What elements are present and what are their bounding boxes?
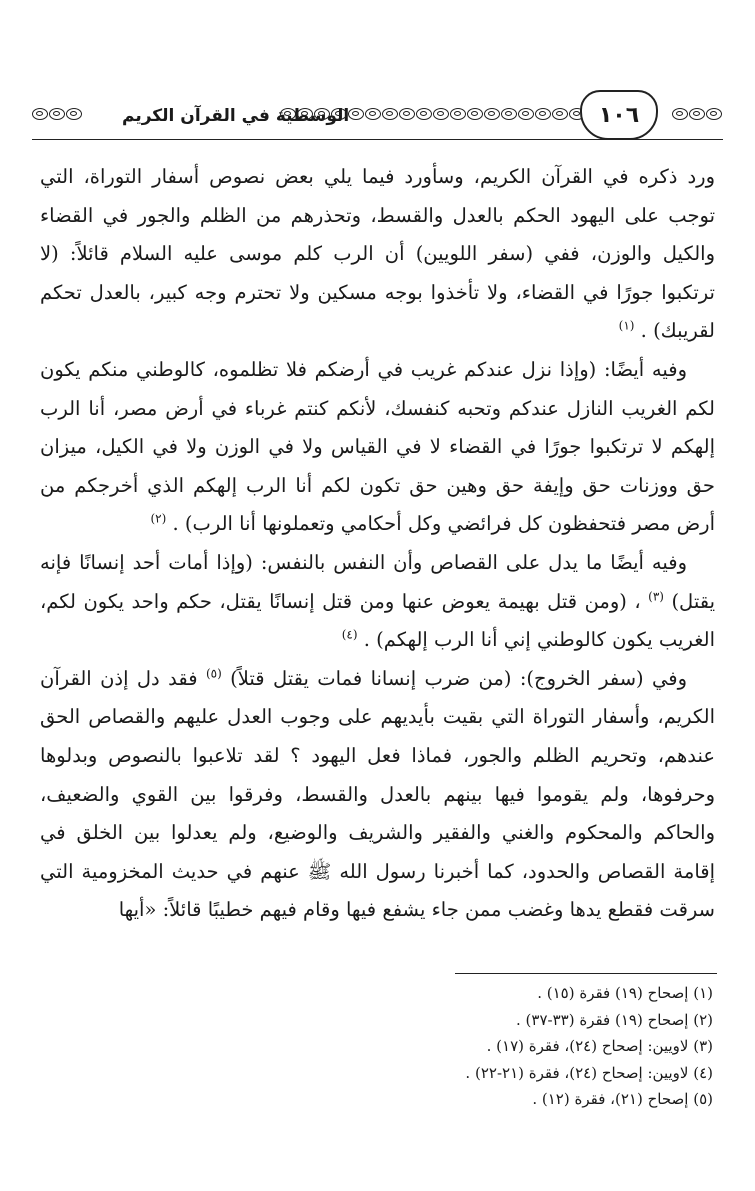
paragraph [40, 158, 715, 351]
page-header [32, 90, 723, 150]
footnote-separator [455, 973, 717, 974]
paragraph-text: ، (ومن قتل بهيمة يعوض عنها ومن قتل إنسانًا يقتل، حكم واحد يكون لكم، الغريب يكون كالوطني إني أنا الرب إلهكم) . [40, 589, 715, 652]
footnote-ref: (١) [618, 318, 635, 333]
paragraph [40, 544, 715, 660]
paragraph-text: وفيه أيضًا ما يدل على القصاص وأن النفس بالنفس: (وإذا أمات أحد إنسانًا فإنه يقتل) [40, 550, 716, 613]
paragraph-text: وفيه أيضًا: (وإذا نزل عندكم غريب في أرضكم فلا تظلموه، كالوطني منكم يكون لكم الغريب النازل عندكم وتحبه كنفسك، لأنكم كنتم غرباء في أرض مصر، أنا الرب إلهكم لا ترتكبوا جورًا في القضاء لا في القياس ولا في الوزن ولا في الكيل، ميزان حق ووزنات حق وإيفة حق وهين حق تكون لكم أنا الرب إلهكم الذي أخرجكم من أرض مصر فتحفظون كل فرائضي وكل أحكامي وتعملونها أنا الرب) . [40, 357, 715, 536]
footnote-ref: (٥) [205, 666, 222, 681]
main-text [40, 158, 715, 930]
footnote: (١) إصحاح (١٩) فقرة (١٥) . [537, 984, 713, 1002]
footnote: (٢) إصحاح (١٩) فقرة (٣٣-٣٧) . [516, 1010, 713, 1029]
paragraph-text: ورد ذكره في القرآن الكريم، وسأورد فيما يلي بعض نصوص أسفار التوراة، التي توجب على اليهود الحكم بالعدل والقسط، وتحذرهم من الظلم والجور في القضاء والكيل والوزن، ففي (سفر اللويين) أن الرب كلم موسى عليه السلام قائلاً: (لا ترتكبوا جورًا في القضاء، ولا تأخذوا بوجه مسكين ولا تحترم وجه كبير، بالعدل تحكم لقريبك) . [40, 165, 715, 343]
paragraph-text: وفي (سفر الخروج): (من ضرب إنسانا فمات يقتل قتلاً) [230, 666, 688, 690]
ornament-icon [32, 108, 82, 122]
paragraph [40, 351, 715, 544]
footnote-ref: (٢) [150, 511, 167, 526]
footnote-ref: (٤) [341, 627, 358, 642]
page-number: ١٠٦ [580, 90, 658, 140]
ornament-icon [672, 108, 722, 122]
ornament-icon [280, 108, 602, 122]
book-title: الوسطية في القرآن الكريم [122, 106, 350, 126]
footnote: (٥) إصحاح (٢١)، فقرة (١٢) . [532, 1090, 713, 1108]
footnote-ref: (٣) [648, 589, 664, 604]
paragraph-text: فقد دل إذن القرآن الكريم، وأسفار التوراة التي بقيت بأيديهم على وجوب العدل عليهم والقصاص الحق عندهم، وتحريم الظلم والجور، فماذا فعل اليهود ؟ لقد تلاعبوا بالنصوص وبدلوها وحرفوها، ولم يقوموا فيها بينهم بالعدل والقسط، وفرقوا بين القوي والضعيف، والحاكم والمحكوم والغني والفقير والشريف والوضيع، ولم يعدلوا بين الخلق في إقامة القصاص والحدود، كما أخبرنا رسول الله ﷺ عنهم في حديث المخزومية التي سرقت فقطع يدها وغضب ممن جاء يشفع فيها وقام فيهم خطيبًا قائلاً: «أيها [40, 666, 715, 922]
footnote: (٣) لاويين: إصحاح (٢٤)، فقرة (١٧) . [486, 1037, 713, 1055]
footnote: (٤) لاويين: إصحاح (٢٤)، فقرة (٢١-٢٢) . [465, 1063, 713, 1082]
paragraph [40, 660, 715, 930]
footnotes [200, 980, 713, 1113]
